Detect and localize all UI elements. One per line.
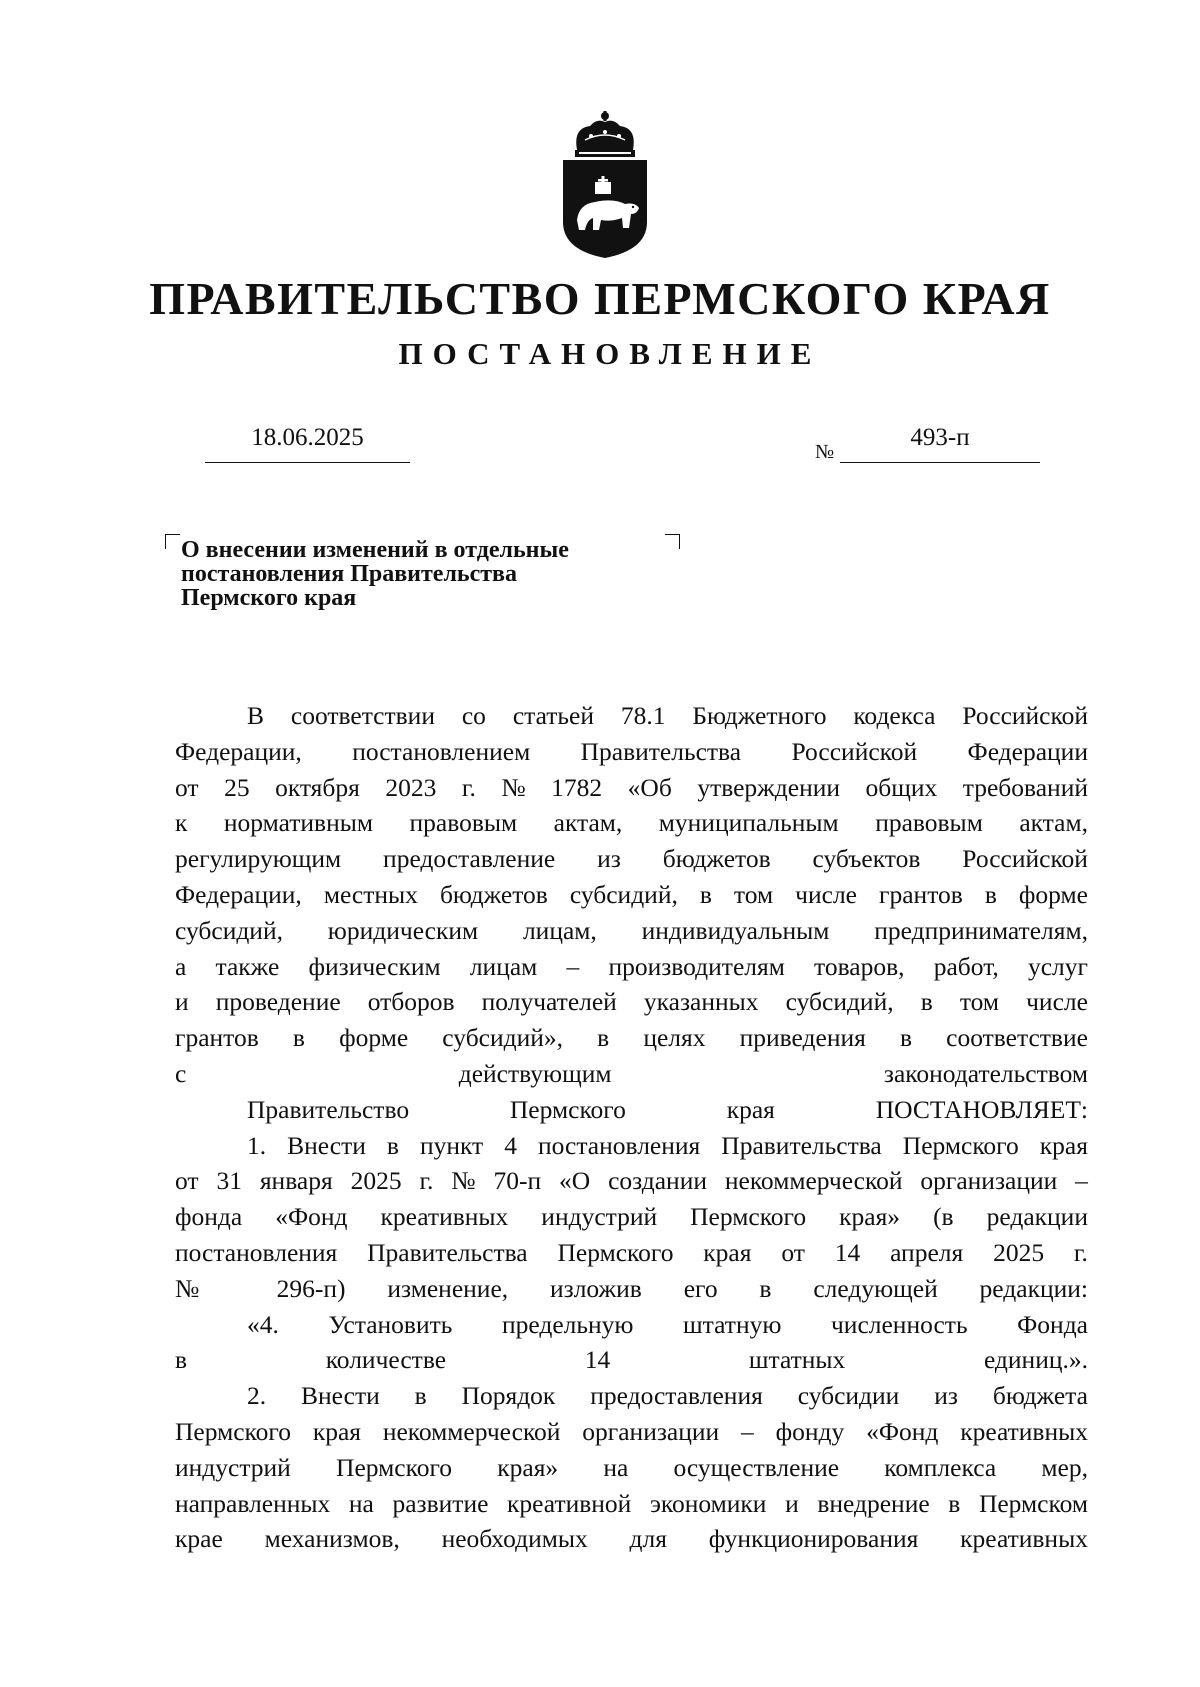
word: бюджетов: [662, 844, 771, 874]
word: «Фонд: [866, 1416, 939, 1446]
word: целях: [643, 1023, 706, 1053]
word: креативных: [960, 1416, 1088, 1446]
word: производителям: [608, 951, 785, 981]
body-line: [175, 698, 1088, 734]
word: бюджетов: [439, 879, 548, 909]
word: 78.1: [620, 701, 666, 730]
word: юридическим: [327, 915, 479, 945]
word: численность: [830, 1309, 968, 1339]
word: «О: [559, 1166, 591, 1196]
word: организации: [582, 1416, 720, 1446]
word: некоммерческой: [382, 1416, 561, 1446]
word: индустрий: [175, 1452, 291, 1482]
word: субсидии: [797, 1381, 900, 1411]
word: индивидуальным: [641, 915, 830, 945]
word: услуг: [1027, 951, 1088, 981]
word: правовым: [875, 808, 983, 838]
word: физическим: [308, 951, 441, 981]
word: Пермского: [690, 1202, 807, 1232]
word: 70-п: [493, 1166, 542, 1196]
word: апреля: [890, 1237, 964, 1267]
body-line: в количестве 14 штатных единиц.».: [175, 1345, 1088, 1375]
body-line: [175, 1199, 1088, 1235]
word: постановлением: [352, 736, 531, 766]
word: субъектов: [812, 844, 921, 874]
body-line: [175, 805, 1088, 841]
date-field: [205, 424, 410, 463]
word: №: [451, 1166, 476, 1196]
subject-line: Пермского края: [181, 585, 357, 611]
word: лицам: [469, 951, 538, 981]
word: Установить: [328, 1309, 453, 1339]
body-line: [175, 1020, 1088, 1056]
body-line: [175, 1163, 1088, 1199]
word: кодекса: [853, 701, 936, 730]
word: Внести: [301, 1381, 380, 1411]
body-line: № 296-п) изменение, изложив его в следующей редакции:: [175, 1273, 1088, 1303]
word: работ,: [933, 951, 999, 981]
word: Федерации,: [175, 879, 302, 909]
word: из: [934, 1381, 958, 1411]
word: местных: [323, 879, 418, 909]
word: форме: [339, 1023, 409, 1053]
word: со: [461, 701, 486, 730]
word: предельную: [501, 1309, 634, 1339]
document-subject: [181, 538, 681, 610]
word: том: [733, 879, 774, 909]
word: для: [629, 1524, 667, 1554]
word: 1.: [247, 1130, 267, 1160]
word: крае: [175, 1524, 223, 1554]
word: актам,: [1019, 808, 1088, 838]
word: в: [984, 879, 997, 909]
word: экономики: [649, 1488, 767, 1518]
word: в: [597, 1023, 610, 1053]
word: мер,: [1041, 1452, 1088, 1482]
word: том: [959, 987, 1000, 1017]
word: редакции: [986, 1202, 1088, 1232]
word: «Об: [627, 772, 672, 802]
organization-title: ПРАВИТЕЛЬСТВО ПЕРМСКОГО КРАЯ: [149, 273, 1051, 324]
word: Пермского: [902, 1130, 1019, 1160]
word: В: [247, 701, 265, 730]
document-body: [175, 698, 1088, 1557]
word: Федерации: [967, 736, 1088, 766]
word: механизмов,: [264, 1524, 400, 1554]
word: от: [175, 772, 199, 802]
word: Российской: [962, 844, 1088, 874]
document-type: ПОСТАНОВЛЕНИЕ: [398, 336, 822, 371]
word: Фонда: [1017, 1309, 1088, 1339]
word: субсидий,: [785, 987, 894, 1017]
word: Правительства: [580, 736, 742, 766]
word: пункт: [419, 1130, 484, 1160]
word: в: [948, 1488, 961, 1518]
subject-corner-left: [165, 534, 180, 549]
word: предоставление: [383, 844, 556, 874]
body-line: [175, 770, 1088, 806]
word: края: [312, 1416, 361, 1446]
word: постановления: [537, 1130, 701, 1160]
word: №: [501, 772, 526, 802]
word: края: [1039, 1130, 1088, 1160]
word: 25: [224, 772, 250, 802]
word: Правительства: [721, 1130, 882, 1160]
word: фонду: [775, 1416, 845, 1446]
word: постановления: [175, 1237, 338, 1267]
word: г.: [1073, 1237, 1088, 1267]
body-line: [175, 1521, 1088, 1557]
body-line: [175, 984, 1088, 1020]
word: предпринимателям,: [874, 915, 1088, 945]
word: января: [259, 1166, 333, 1196]
body-line: [175, 1450, 1088, 1486]
body-line: [175, 1235, 1088, 1271]
body-line: [175, 877, 1088, 913]
word: регулирующим: [175, 844, 342, 874]
word: Правительства: [367, 1237, 528, 1267]
word: «Фонд: [275, 1202, 348, 1232]
word: в: [899, 1023, 913, 1053]
word: октября: [275, 772, 360, 802]
word: нормативным: [223, 808, 374, 838]
word: Пермском: [978, 1488, 1088, 1518]
word: в: [414, 1381, 427, 1411]
word: функционирования: [708, 1524, 919, 1554]
body-line: Правительство Пермского края ПОСТАНОВЛЯЕТ:: [247, 1094, 1088, 1124]
body-line: [175, 1378, 1088, 1414]
word: Российской: [962, 701, 1088, 730]
word: Пермского: [175, 1416, 291, 1446]
body-line: [175, 1486, 1088, 1522]
word: соответствии: [290, 701, 435, 730]
word: индустрий: [541, 1202, 658, 1232]
word: края»: [839, 1202, 901, 1232]
body-line: [175, 1128, 1088, 1164]
word: Пермского: [336, 1452, 453, 1482]
word: субсидий,: [175, 915, 283, 945]
subject-line: постановления Правительства: [181, 561, 517, 587]
word: требований: [962, 772, 1088, 802]
word: края»: [497, 1452, 559, 1482]
word: а: [175, 951, 187, 981]
word: 14: [834, 1237, 861, 1267]
word: также: [215, 951, 280, 981]
word: в: [292, 1023, 305, 1053]
word: общих: [865, 772, 938, 802]
word: приведения: [739, 1023, 866, 1053]
word: «4.: [247, 1309, 279, 1339]
word: 31: [216, 1166, 242, 1196]
word: 4: [504, 1130, 517, 1160]
word: Пермского: [557, 1237, 674, 1267]
body-line: [175, 1307, 1088, 1343]
word: 1782: [551, 772, 603, 802]
word: в: [386, 1130, 399, 1160]
word: актам,: [553, 808, 623, 838]
word: субсидий,: [569, 879, 678, 909]
body-line: [175, 949, 1088, 985]
word: утверждении: [697, 772, 841, 802]
word: (в: [933, 1202, 954, 1232]
number-sign: №: [815, 441, 835, 463]
word: лицам,: [522, 915, 597, 945]
word: бюджета: [992, 1381, 1088, 1411]
word: 2023: [385, 772, 437, 802]
word: осуществление: [673, 1452, 840, 1482]
word: развитие: [392, 1488, 489, 1518]
word: необходимых: [441, 1524, 588, 1554]
word: и: [785, 1488, 799, 1518]
word: Порядок: [461, 1381, 556, 1411]
coat-of-arms-icon: [555, 110, 655, 260]
word: –: [741, 1416, 754, 1446]
word: края: [703, 1237, 752, 1267]
word: креативных: [380, 1202, 509, 1232]
word: числе: [1026, 987, 1088, 1017]
word: на: [603, 1452, 629, 1482]
word: креативной: [507, 1488, 632, 1518]
word: фонда: [175, 1202, 243, 1232]
word: соответствие: [946, 1023, 1088, 1053]
body-line: с действующим законодательством: [175, 1058, 1088, 1088]
word: Федерации,: [175, 736, 302, 766]
word: грантов: [175, 1023, 259, 1053]
word: субсидий»,: [442, 1023, 564, 1053]
word: креативных: [960, 1524, 1088, 1554]
word: организации: [920, 1166, 1058, 1196]
word: направленных: [175, 1488, 331, 1518]
word: отборов: [367, 987, 455, 1017]
word: проведение: [215, 987, 341, 1017]
word: г.: [419, 1166, 434, 1196]
word: числе: [795, 879, 857, 909]
word: создании: [608, 1166, 707, 1196]
word: Бюджетного: [692, 701, 827, 730]
word: 2.: [247, 1381, 267, 1411]
word: некоммерческой: [724, 1166, 903, 1196]
word: грантов: [879, 879, 963, 909]
word: форме: [1018, 879, 1088, 909]
document-date: 18.06.2025: [251, 424, 364, 451]
body-line: [175, 913, 1088, 949]
word: и: [175, 987, 189, 1017]
word: в: [920, 987, 933, 1017]
word: от: [781, 1237, 805, 1267]
body-line: [175, 734, 1088, 770]
word: на: [348, 1488, 374, 1518]
document-number: 493-п: [910, 424, 970, 451]
body-line: [175, 1414, 1088, 1450]
word: комплекса: [884, 1452, 997, 1482]
word: 2025: [993, 1237, 1045, 1267]
word: –: [566, 951, 580, 981]
word: в: [699, 879, 712, 909]
word: из: [597, 844, 621, 874]
word: статьей: [512, 701, 594, 730]
word: внедрение: [817, 1488, 930, 1518]
word: муниципальным: [658, 808, 839, 838]
word: г.: [461, 772, 476, 802]
word: указанных: [643, 987, 759, 1017]
word: Внести: [287, 1130, 366, 1160]
word: 2025: [350, 1166, 402, 1196]
word: –: [1075, 1166, 1088, 1196]
body-line: [175, 841, 1088, 877]
word: получателей: [481, 987, 617, 1017]
word: штатную: [683, 1309, 782, 1339]
subject-line: О внесении изменений в отдельные: [181, 537, 569, 563]
number-field: [840, 424, 1040, 463]
word: от: [175, 1166, 199, 1196]
word: Российской: [791, 736, 918, 766]
word: правовым: [409, 808, 518, 838]
word: к: [175, 808, 188, 838]
word: товаров,: [814, 951, 905, 981]
word: предоставления: [590, 1381, 763, 1411]
